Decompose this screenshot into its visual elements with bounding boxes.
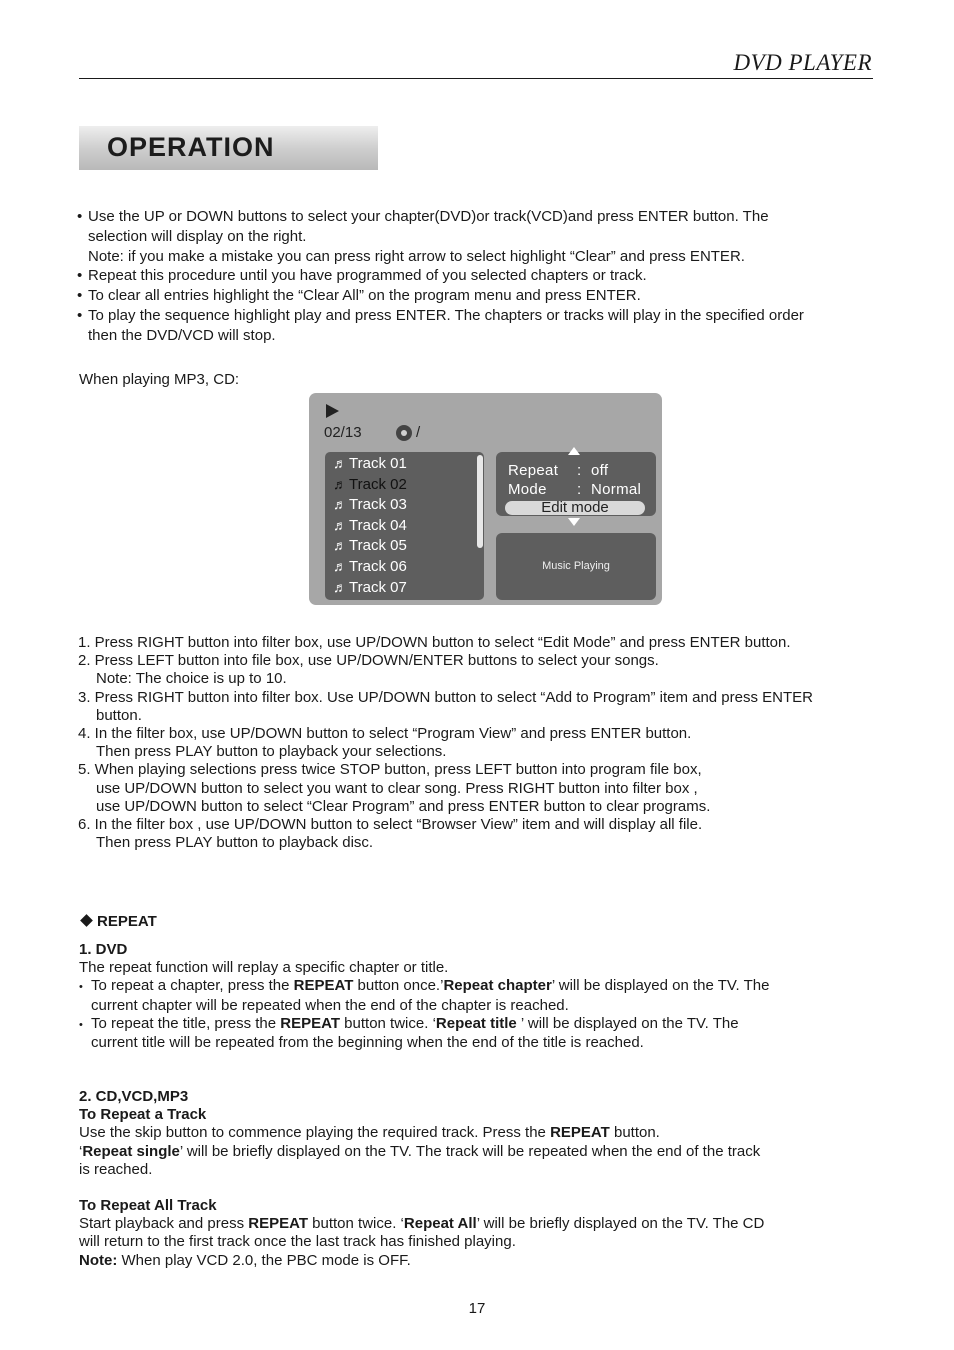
track-label: Track 01 — [349, 455, 407, 472]
edit-mode-button — [505, 501, 645, 515]
repeat-sep: : — [577, 462, 582, 479]
list-item: • To clear all entries highlight the “Clear All” on the program menu and press ENTER. — [77, 287, 641, 305]
filter-box — [496, 452, 656, 516]
list-item: 6. In the filter box , use UP/DOWN button to select “Browser View” item and will display all file. — [78, 816, 703, 834]
list-item: 3. Press RIGHT button into filter box. Use UP/DOWN button to select “Add to Program” item and press ENTER — [78, 688, 813, 706]
music-note-icon: ♬ — [333, 475, 347, 492]
intro-list: • Use the UP or DOWN buttons to select your chapter(DVD)or track(VCD)and press ENTER button. The selection will display on the right. Note: if you make a mistake you can press right arrow to select highlight “Clear” and press ENTER. • Repeat this procedure until you have programmed of you selected chapters or track. • To clear all entries highlight the “Clear All” on the program menu and press ENTER. • To play the sequence highlight play and press ENTER. The chapters or tracks will play in the specified order then the DVD/VCD will stop. — [77, 208, 804, 344]
list-item: 5. When playing selections press twice STOP button, press LEFT button into program file box, — [78, 761, 702, 779]
music-note-icon: ♬ — [333, 496, 347, 513]
music-note-icon: ♬ — [333, 537, 347, 554]
list-item: • To play the sequence highlight play and press ENTER. The chapters or tracks will play in the specified order — [77, 306, 804, 324]
music-note-icon: ♬ — [333, 455, 347, 471]
track-item — [333, 476, 407, 493]
repeat-label: Repeat — [508, 462, 559, 479]
track-label: Track 02 — [349, 475, 407, 493]
section-title: OPERATION — [107, 132, 275, 162]
osd-screen — [309, 393, 662, 605]
track-item — [333, 558, 407, 575]
edit-mode-label: Edit mode — [541, 499, 609, 516]
track-item — [333, 537, 407, 554]
track-item — [333, 496, 407, 513]
repeat-cd-block: 2. CD,VCD,MP3 To Repeat a Track Use the skip button to commence playing the required track. Press the REPEAT button. ‘Repeat single’ will be briefly displayed on the TV. The track will be repeated when the end of the track is reached. To Repeat All Track Start playback and press REPEAT button twice. ‘Repeat All’ will be briefly displayed on the TV. The CD will return to the first track once the last track has finished playing. Note: When play VCD 2.0, the PBC mode is OFF. — [79, 1088, 765, 1269]
track-label: Track 06 — [349, 558, 407, 575]
section-banner — [79, 126, 378, 170]
down-arrow-icon — [568, 518, 580, 526]
up-arrow-icon — [568, 447, 580, 455]
cd-heading: 2. CD,VCD,MP3 — [79, 1088, 189, 1105]
disc-icon — [396, 425, 412, 441]
dvd-heading: 1. DVD — [79, 941, 128, 958]
status-box — [496, 533, 656, 600]
list-item: 1. Press RIGHT button into filter box, use UP/DOWN button to select “Edit Mode” and press ENTER button. — [78, 634, 791, 651]
list-item: • Repeat this procedure until you have programmed of you selected chapters or track. — [77, 267, 647, 285]
repeat-value: off — [591, 462, 609, 479]
track-label: Track 03 — [349, 496, 407, 514]
repeat-heading: REPEAT — [79, 913, 157, 931]
mode-value: Normal — [591, 481, 642, 498]
disc-slash: / — [416, 424, 421, 441]
page-number: 17 — [468, 1300, 486, 1317]
track-item — [333, 579, 407, 596]
music-note-icon: ♬ — [333, 558, 347, 574]
mp3-label: When playing MP3, CD: — [79, 371, 240, 388]
list-item: 2. Press LEFT button into file box, use UP/DOWN/ENTER buttons to select your songs. — [78, 652, 659, 670]
file-scrollbar — [477, 455, 483, 548]
mode-label: Mode — [508, 481, 547, 498]
list-item: • To repeat the title, press the REPEAT button twice. ‘Repeat title ’ will be displayed on the TV. The — [79, 1014, 739, 1032]
track-counter: 02/13 — [324, 424, 362, 441]
play-icon — [326, 404, 339, 418]
track-item — [333, 517, 407, 534]
track-label: Track 07 — [349, 578, 407, 596]
note-label: Note: — [79, 1251, 118, 1269]
track-label: Track 05 — [349, 537, 407, 555]
track-label: Track 04 — [349, 516, 407, 534]
header-title: DVD PLAYER — [733, 50, 872, 75]
diamond-icon — [80, 914, 93, 927]
list-item: 4. In the filter box, use UP/DOWN button to select “Program View” and press ENTER button. — [78, 725, 692, 743]
list-item: • To repeat a chapter, press the REPEAT button once.’Repeat chapter’ will be displayed on the TV. The — [79, 977, 770, 995]
all-heading: To Repeat All Track — [79, 1197, 217, 1215]
music-note-icon: ♬ — [333, 516, 347, 533]
file-box — [325, 452, 484, 600]
status-text: Music Playing — [542, 560, 610, 572]
header-rule — [79, 78, 873, 79]
mode-sep: : — [577, 481, 582, 498]
list-item: • Use the UP or DOWN buttons to select your chapter(DVD)or track(VCD)and press ENTER button. The — [77, 208, 769, 225]
steps-list: 1. Press RIGHT button into filter box, use UP/DOWN button to select “Edit Mode” and press ENTER button. 2. Press LEFT button into file box, use UP/DOWN/ENTER buttons to select your songs. Note: The choice is up to 10. 3. Press RIGHT button into filter box. Use UP/DOWN button to select “Add to Program” item and press ENTER button. 4. In the filter box, use UP/DOWN button to select “Program View” and press ENTER button. Then press PLAY button to playback your selections. 5. When playing selections press twice STOP button, press LEFT button into program file box, use UP/DOWN button to select you want to clear song. Press RIGHT button into filter box , use UP/DOWN button to select “Clear Program” and press ENTER button to clear programs. 6. In the filter box , use UP/DOWN button to select “Browser View” item and will display all file. Then press PLAY button to playback disc. — [78, 634, 813, 852]
track-heading: To Repeat a Track — [79, 1106, 207, 1124]
music-note-icon: ♬ — [333, 578, 347, 595]
track-item — [333, 455, 407, 472]
repeat-dvd-block: 1. DVD The repeat function will replay a specific chapter or title. • To repeat a chapter, press the REPEAT button once.’Repeat chapter’ will be displayed on the TV. The current chapter will be repeated when the end of the chapter is reached. • To repeat the title, press the REPEAT button twice. ‘Repeat title ’ will be displayed on the TV. The current title will be repeated from the beginning when the end of the title is reached. — [79, 941, 770, 1052]
